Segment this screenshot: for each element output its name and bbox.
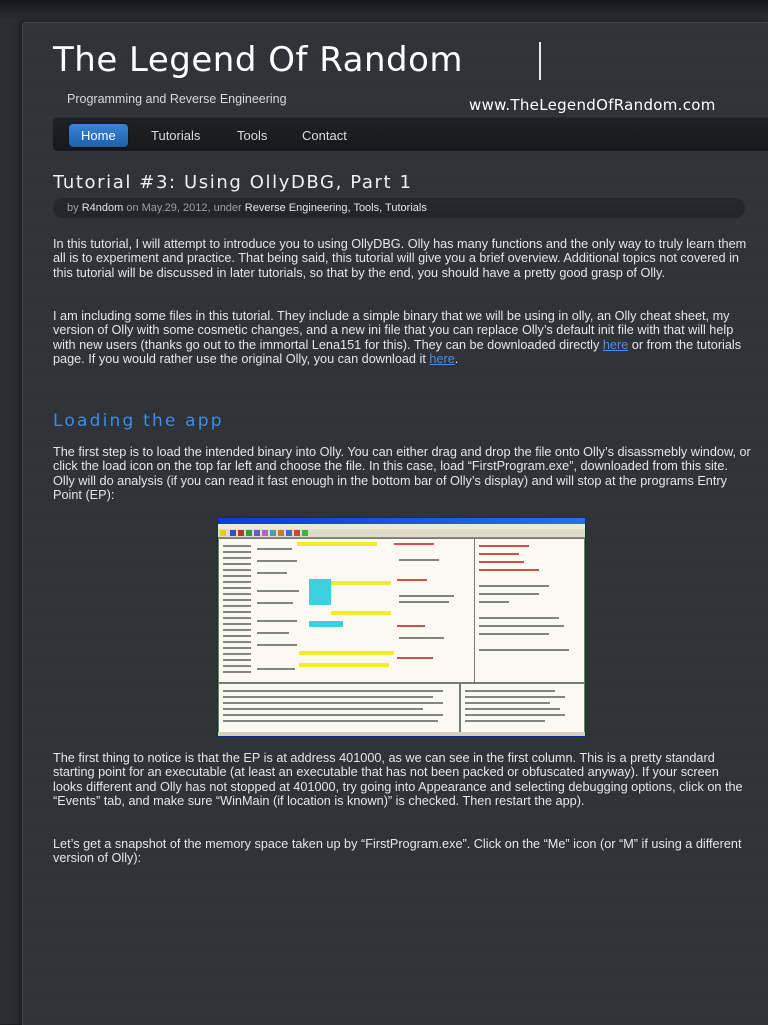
olly-toolbar-icon: [294, 530, 300, 536]
files-text: or from the tutorials page. If you would rather use the original Olly, you can download it: [53, 337, 742, 366]
olly-stack-pane: [460, 683, 585, 733]
meta-separator: ,: [347, 202, 354, 214]
olly-toolbar-icon: [230, 530, 236, 536]
olly-open-icon: [220, 530, 226, 536]
meta-author-link[interactable]: R4ndom: [81, 202, 124, 214]
olly-toolbar-icon: [270, 530, 276, 536]
site-url: www.TheLegendOfRandom.com: [469, 96, 716, 114]
olly-toolbar-icon: [286, 530, 292, 536]
meta-category-link[interactable]: Tools: [353, 202, 380, 214]
site-container: [22, 22, 768, 1025]
memory-paragraph: Let’s get a snapshot of the memory space taken up by “FirstProgram.exe”. Click on the “Me” icon (or “M” if using a different version of Olly):: [53, 837, 742, 866]
olly-download-link[interactable]: here: [429, 351, 455, 366]
download-here-link[interactable]: here: [602, 337, 629, 352]
meta-separator: ,: [379, 202, 386, 214]
section-heading: Loading the app: [53, 411, 224, 431]
loading-paragraph: The first step is to load the intended binary into Olly. You can either drag and drop the file onto Olly’s disassmebly window, or click the load icon on the top far left and choose the file. In this case, load “FirstProgram.exe”, downloaded from this site. Olly will do analysis (if you can read it fast enough in the bottom bar of Olly’s display) and will stop at the programs Entry Point (EP):: [53, 445, 751, 502]
nav-tools[interactable]: Tools: [237, 128, 268, 143]
nav-contact[interactable]: Contact: [302, 128, 347, 143]
olly-toolbar-icon: [254, 530, 260, 536]
files-text: I am including some files in this tutorial. They include a simple binary that we will be using in olly, an Olly cheat sheet, my version of Olly with some cosmetic changes, and a new ini file that you can replace Olly’s default init file with that will help with new users (thanks go out to the immortal Lena151 for this). They can be downloaded directly: [53, 309, 734, 352]
files-paragraph: [53, 309, 751, 366]
ollydbg-screenshot[interactable]: [217, 517, 586, 737]
intro-paragraph: In this tutorial, I will attempt to introduce you to using OllyDBG. Olly has many functions and the only way to truly learn them all is to experiment and practice. That being said, this tutorial will give you a brief overview. Additional topics not covered in this tutorial will be discussed in later tutorials, so that by the end, you should have a pretty good grasp of Olly.: [53, 237, 747, 280]
olly-toolbar-icon: [246, 530, 252, 536]
olly-toolbar-icon: [302, 530, 308, 536]
main-navigation: [53, 117, 768, 151]
site-tagline: Programming and Reverse Engineering: [67, 92, 287, 106]
title-divider: [539, 42, 541, 80]
olly-disassembly-pane: [218, 538, 475, 683]
post-meta: [53, 198, 745, 218]
olly-dump-pane: [218, 683, 460, 733]
olly-statusbar: [218, 732, 585, 736]
meta-category-link[interactable]: Reverse Engineering: [244, 202, 348, 214]
olly-toolbar-icon: [278, 530, 284, 536]
olly-registers-pane: [474, 538, 585, 683]
meta-date: on May.29, 2012, under: [126, 202, 242, 214]
olly-toolbar-icon: [238, 530, 244, 536]
post-title[interactable]: Tutorial #3: Using OllyDBG, Part 1: [53, 172, 413, 193]
nav-home[interactable]: Home: [69, 124, 128, 147]
meta-category-link[interactable]: Tutorials: [385, 202, 427, 214]
meta-by: by: [67, 202, 79, 214]
files-text: .: [454, 351, 459, 366]
site-title[interactable]: The Legend Of Random: [53, 40, 464, 80]
olly-toolbar-icon: [262, 530, 268, 536]
olly-toolbar: [218, 529, 585, 538]
nav-tutorials[interactable]: Tutorials: [151, 128, 201, 143]
entry-point-paragraph: The first thing to notice is that the EP is at address 401000, as we can see in the first column. This is a pretty standard starting point for an executable (at least an executable that has not been packed or obfuscated anyway). If your screen looks different and Olly has not stopped at 401000, try going into Appearance and selecting debugging options, click on the “Events” tab, and make sure “WinMain (if location is known)” is checked. Then restart the app).: [53, 751, 743, 808]
